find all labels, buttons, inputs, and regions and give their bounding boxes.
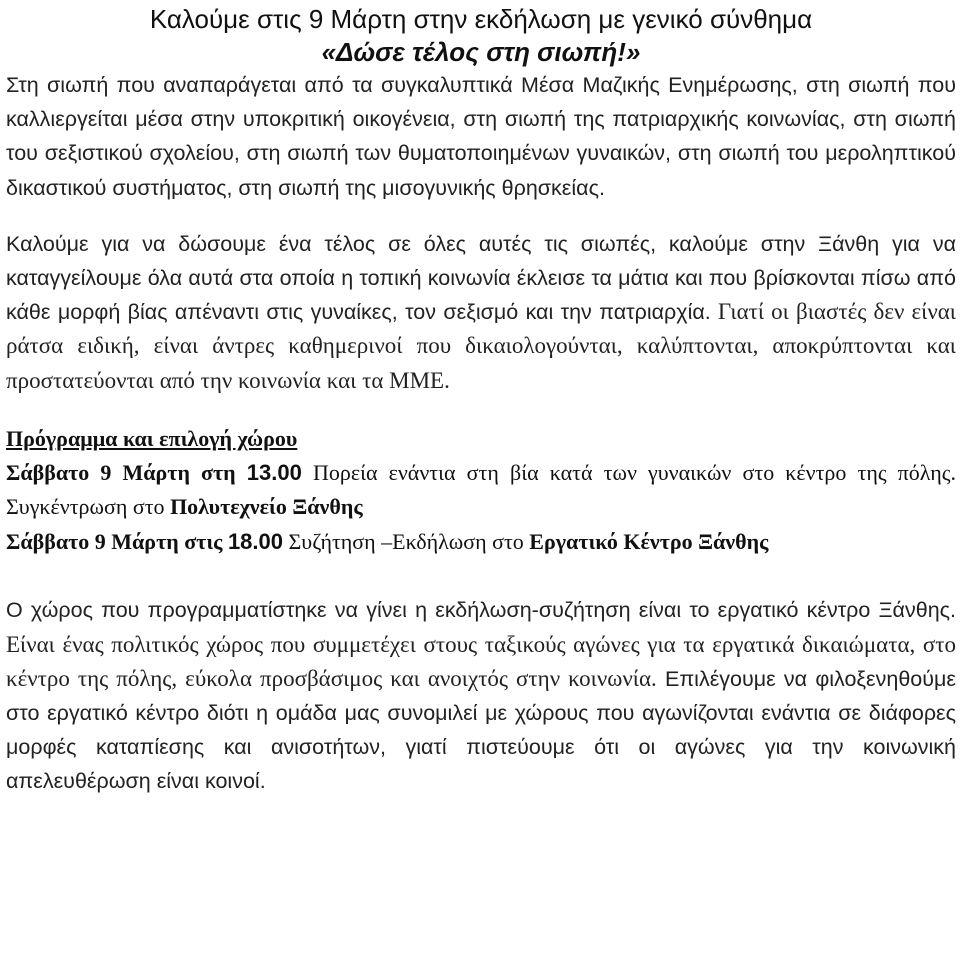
venue-text-1: Ο χώρος που προγραμματίστηκε να γίνει η εκδήλωση-συζήτηση είναι το εργατικό κέντρο Ξάνθης.: [6, 598, 956, 623]
title-slogan: «Δώσε τέλος στη σιωπή!»: [321, 37, 641, 67]
title-line-1: Καλούμε στις 9 Μάρτη στην εκδήλωση με γενικό σύνθημα: [149, 4, 813, 34]
event-2-time: 18.00: [227, 528, 283, 554]
document-page: [0, 2, 960, 799]
spacer: [6, 559, 956, 593]
event-1-text: Πορεία ενάντια στη βία κατά των γυναικών στο κέντρο της πόλης. Συγκέντρωση στο: [6, 459, 956, 520]
call-text-1: Καλούμε για να δώσουμε ένα τέλος σε όλες αυτές τις σιωπές, καλούμε στην Ξάνθη για να καταγγείλουμε όλα αυτά στα οποία η τοπική κοινωνία έκλεισε τα μάτια και που βρίσκονται πίσω από κάθε μορφή βίας απέναντι στις γυναίκες, τον σεξισμό και την πατριαρχία.: [6, 231, 956, 325]
event-2-place: Εργατικό Κέντρο Ξάνθης: [529, 528, 769, 554]
venue-paragraph: [6, 593, 956, 798]
venue-text-3: Επιλέγουμε να φιλοξενηθούμε στο εργατικό κέντρο διότι η ομάδα μας συνομιλεί με χώρους που αγωνίζονται ενάντια σε διάφορες μορφές καταπίεσης και ανισοτήτων, γιατί πιστεύουμε ότι οι αγώνες για την κοινωνική απελευθέρωση είναι κοινοί.: [6, 666, 956, 794]
program-event-1: [6, 456, 956, 525]
event-2-date: Σάββατο 9 Μάρτη στις: [6, 528, 228, 554]
event-1-time: 13.00: [246, 459, 302, 485]
program-event-2: [6, 525, 956, 560]
program-heading: Πρόγραμμα και επιλογή χώρου: [6, 425, 298, 451]
event-2-text: Συζήτηση –Εκδήλωση στο: [283, 528, 530, 554]
call-text-2: Γιατί οι βιαστές δεν είναι ράτσα ειδική, είναι άντρες καθημερινοί που δικαιολογούνται, καλύπτονται, αποκρύπτονται και προστατεύονται από την κοινωνία και τα ΜΜΕ.: [6, 299, 956, 393]
venue-text-2: Είναι ένας πολιτικός χώρος που συμμετέχει στους ταξικούς αγώνες για τα εργατικά δικαιώματα, στο κέντρο της πόλης, εύκολα προσβάσιμος και ανοιχτός στην κοινωνία.: [6, 631, 956, 691]
event-1-place: Πολυτεχνείο Ξάνθης: [170, 494, 363, 520]
call-paragraph: [6, 227, 956, 398]
intro-paragraph: Στη σιωπή που αναπαράγεται από τα συγκαλυπτικά Μέσα Μαζικής Ενημέρωσης, στη σιωπή που καλλιεργείται μέσα στην υποκριτική οικογένεια, στη σιωπή της πατριαρχικής κοινωνίας, στη σιωπή του σεξιστικού σχολείου, στη σιωπή των θυματοποιημένων γυναικών, στη σιωπή του μεροληπτικού δικαστικού συστήματος, στη σιωπή της μισογυνικής θρησκείας.: [6, 73, 956, 200]
event-1-date: Σάββατο 9 Μάρτη στη: [6, 459, 247, 485]
spacer: [6, 398, 956, 416]
spacer: [6, 205, 956, 227]
